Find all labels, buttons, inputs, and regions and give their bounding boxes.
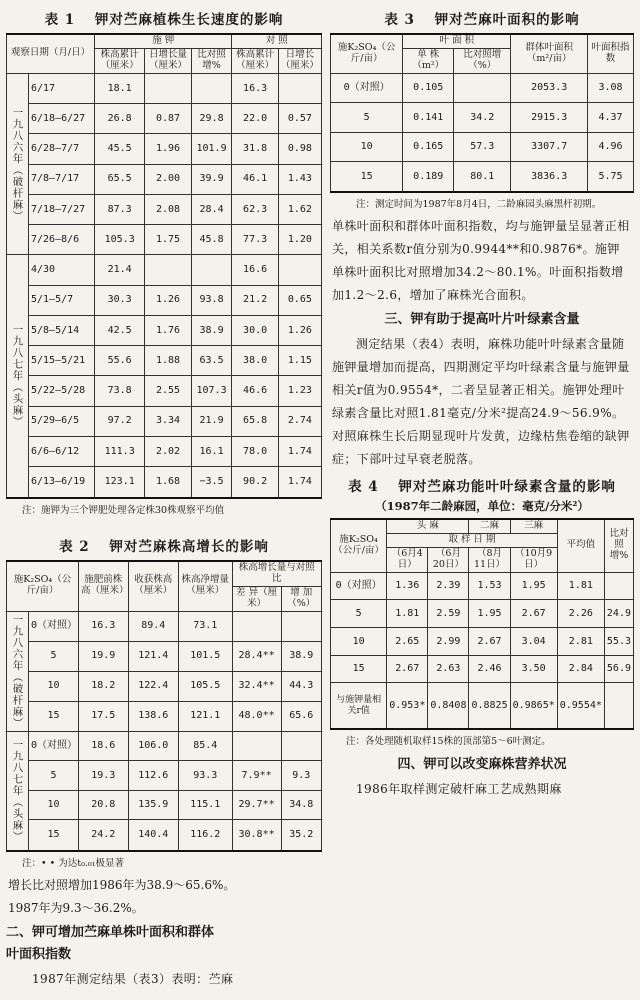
- table-cell: 107.3: [191, 376, 232, 406]
- table-cell: 105.3: [95, 225, 145, 255]
- table-cell: 5.75: [588, 162, 634, 192]
- table3-head-treat: 施K₂SO₄（公斤/亩）: [331, 34, 403, 73]
- table-cell: 15: [331, 655, 387, 683]
- table2-body-1987: [7, 731, 322, 850]
- table-cell: 16.3: [232, 73, 278, 103]
- table-cell: 48.0**: [232, 701, 281, 731]
- table-cell: 93.3: [178, 761, 232, 791]
- table-cell: [232, 611, 281, 641]
- table-cell: 21.4: [95, 255, 145, 285]
- table3-head-ratio: 比对照增（%）: [454, 48, 511, 73]
- table1-head-group-ck: 对 照: [232, 34, 322, 48]
- table4-head-treat: 施K₂SO₄（公斤/亩）: [331, 519, 387, 572]
- table4-note: 注：各处理随机取样15株的顶部第5～6叶测定。: [346, 736, 551, 747]
- table-cell: 16.1: [191, 436, 232, 466]
- table-cell: 2.67: [510, 600, 557, 628]
- table-cell: 73.8: [95, 376, 145, 406]
- table-row: [331, 103, 634, 132]
- table4-head-d2: （6月20日）: [428, 547, 469, 572]
- table-cell: 24.9: [604, 600, 633, 628]
- table-cell: 1.74: [278, 467, 321, 498]
- left-text-line2: 1987年为9.3～36.2%。: [8, 900, 144, 915]
- table-cell: 2.84: [557, 655, 604, 683]
- table-cell: 0（对照）: [29, 731, 79, 761]
- table-cell: 2.26: [557, 600, 604, 628]
- table3-head-index: 叶面积指 数: [588, 34, 634, 73]
- table-cell: 65.5: [95, 164, 145, 194]
- table-cell: 6/13—6/19: [29, 467, 95, 498]
- table-cell: 0.165: [403, 132, 454, 161]
- table1-head-group-k: 施 钾: [95, 34, 232, 48]
- table1-head-cum: 株高累计（厘米）: [95, 48, 145, 73]
- table1-head-period: 观察日期（月/日）: [7, 34, 95, 73]
- table-cell: 32.4**: [232, 671, 281, 701]
- table-cell: 1.53: [469, 572, 510, 600]
- table-cell: 2.00: [145, 164, 191, 194]
- table-cell: [604, 572, 633, 600]
- right-text-p2: 测定结果（表4）表明，麻株功能叶叶绿素含量随施钾量增加而提高，四期测定平均叶绿素含量与施钾量相关r值为0.9554*，二者呈显著正相关。施钾处理叶绿素含量比对照1.81毫克/分米²提高24.9～56.9%。对照麻株生长后期显现叶片发黄，边缘枯焦卷缩的缺钾症；下部叶过早衰老脱落。: [332, 337, 630, 466]
- table-cell: 29.8: [191, 104, 232, 134]
- table-row: [7, 134, 322, 164]
- right-bottom-line: 1986年取样测定破杆麻工艺成熟期麻: [356, 782, 562, 796]
- table-cell: 1.23: [278, 376, 321, 406]
- table1-title: 表 1 钾对苎麻植株生长速度的影响: [44, 12, 284, 28]
- table-cell: 97.2: [95, 406, 145, 436]
- table-cell: [454, 73, 511, 102]
- table-cell: 65.8: [232, 406, 278, 436]
- table4-head-head: 头 麻: [387, 519, 469, 533]
- table2-note: 注：• • 为达t₀.₀₁极显著: [22, 857, 125, 869]
- table-cell: 1.15: [278, 346, 321, 376]
- table-cell: 2.67: [387, 655, 428, 683]
- table-cell: 89.4: [128, 611, 178, 641]
- table-cell: 0.141: [403, 103, 454, 132]
- table-cell: 122.4: [128, 671, 178, 701]
- table2-head-diff: 差 异（厘米）: [232, 586, 281, 611]
- table2-head-inc: 增 加（%）: [281, 586, 321, 611]
- table-cell: 0.98: [278, 134, 321, 164]
- table-cell: 5/15—5/21: [29, 346, 95, 376]
- table-row: [7, 315, 322, 345]
- table-row: [331, 132, 634, 161]
- table-cell: 5: [331, 600, 387, 628]
- table-row: [7, 790, 322, 820]
- table-cell: 77.3: [232, 225, 278, 255]
- table-cell: 2.63: [428, 655, 469, 683]
- table-cell: 0（对照）: [331, 73, 403, 102]
- table-row: [7, 641, 322, 671]
- table-cell: 1.62: [278, 194, 321, 224]
- table-row: [331, 628, 634, 656]
- table-cell: 24.2: [79, 820, 129, 851]
- table-cell: 1.68: [145, 467, 191, 498]
- table-cell: 140.4: [128, 820, 178, 851]
- table-row: [331, 73, 634, 102]
- table-cell: [604, 683, 633, 729]
- table-cell: 73.1: [178, 611, 232, 641]
- table-cell: 4.96: [588, 132, 634, 161]
- table-row: [7, 731, 322, 761]
- table-cell: 1.26: [145, 285, 191, 315]
- table-cell: 0.9865*: [510, 683, 557, 729]
- table-cell: 42.5: [95, 315, 145, 345]
- table-cell: 5/8—5/14: [29, 315, 95, 345]
- table-cell: 135.9: [128, 790, 178, 820]
- table-cell: 0.8825: [469, 683, 510, 729]
- table-cell: 10: [331, 132, 403, 161]
- table4-subtitle: （1987年二龄麻园，单位：毫克/分米²）: [375, 499, 589, 513]
- table-row: [7, 255, 322, 285]
- table-row: [7, 671, 322, 701]
- table-cell: 106.0: [128, 731, 178, 761]
- table-cell: 5/29—6/5: [29, 406, 95, 436]
- table-cell: 56.9: [604, 655, 633, 683]
- table-cell: 29.7**: [232, 790, 281, 820]
- table-cell: 2.46: [469, 655, 510, 683]
- table-cell: [278, 73, 321, 103]
- table2-head-treat: 施K₂SO₄（公斤/亩）: [7, 561, 79, 611]
- table-cell: 9.3: [281, 761, 321, 791]
- table3-note: 注：测定时间为1987年8月4日，二龄麻园头麻黑杆初期。: [356, 199, 602, 210]
- table-cell: 2.55: [145, 376, 191, 406]
- table4-corr-label: 与施钾量相关r值: [331, 683, 387, 729]
- table-cell: 101.9: [191, 134, 232, 164]
- table-cell: 1.76: [145, 315, 191, 345]
- table-cell: 10: [331, 628, 387, 656]
- table-cell: 15: [331, 162, 403, 192]
- table-cell: 15: [29, 820, 79, 851]
- table-cell: 39.9: [191, 164, 232, 194]
- table-cell: 85.4: [178, 731, 232, 761]
- table-cell: 1.20: [278, 225, 321, 255]
- section3-heading: 三、钾有助于提高叶片叶绿素含量: [384, 312, 580, 327]
- table-cell: 90.2: [232, 467, 278, 498]
- table-cell: 6/28—7/7: [29, 134, 95, 164]
- table-cell: 112.6: [128, 761, 178, 791]
- table4-title: 表 4 钾对苎麻功能叶叶绿素含量的影响: [348, 479, 616, 495]
- table-cell: 30.3: [95, 285, 145, 315]
- table-cell: 65.6: [281, 701, 321, 731]
- table-cell: 2.39: [428, 572, 469, 600]
- table-cell: 2.65: [387, 628, 428, 656]
- table-cell: 2.67: [469, 628, 510, 656]
- table3-head-area: 叶 面 积: [403, 34, 511, 48]
- table-cell: 2053.3: [511, 73, 588, 102]
- table-cell: 26.8: [95, 104, 145, 134]
- table-cell: 16.6: [232, 255, 278, 285]
- table-cell: 2.59: [428, 600, 469, 628]
- table-cell: 5: [331, 103, 403, 132]
- table-cell: 1.81: [557, 572, 604, 600]
- table-cell: 10: [29, 671, 79, 701]
- table-cell: 28.4: [191, 194, 232, 224]
- table-cell: 1.75: [145, 225, 191, 255]
- table-row: [7, 194, 322, 224]
- left-text-line1: 增长比对照增加1986年为38.9～65.6%。: [8, 877, 236, 892]
- table-cell: 44.3: [281, 671, 321, 701]
- table-cell: 2.99: [428, 628, 469, 656]
- table4-head-avg: 平均值: [557, 519, 604, 572]
- table-cell: 121.4: [128, 641, 178, 671]
- table-cell: 38.9: [191, 315, 232, 345]
- right-text-p1: 单株叶面积和群体叶面积指数，均与施钾量呈显著正相关，相关系数r值分别为0.9944**和0.9876*。施钾单株叶面积比对照增加34.2～80.1%。叶面积指数增加1.2～2.6，增加了麻株光合面积。: [332, 219, 630, 302]
- table-cell: 93.8: [191, 285, 232, 315]
- table4-head-sample-date: 取 样 日 期: [387, 533, 558, 547]
- table-cell: 3.34: [145, 406, 191, 436]
- table1-head-ck-cum: 株高累计（厘米）: [232, 48, 278, 73]
- table-cell: 3.08: [588, 73, 634, 102]
- table-row: [331, 655, 634, 683]
- table1-1986-year-label: 一九八六年（破杆麻）: [7, 73, 29, 255]
- table-cell: 5: [29, 641, 79, 671]
- table-cell: 1.43: [278, 164, 321, 194]
- table-cell: 55.6: [95, 346, 145, 376]
- table-cell: 2.74: [278, 406, 321, 436]
- table-row: [7, 436, 322, 466]
- table-cell: 22.0: [232, 104, 278, 134]
- table-cell: 0.9554*: [557, 683, 604, 729]
- table-cell: 111.3: [95, 436, 145, 466]
- table-cell: 3.50: [510, 655, 557, 683]
- table-row: [7, 376, 322, 406]
- table4: [330, 518, 634, 730]
- table-cell: 6/18—6/27: [29, 104, 95, 134]
- table-cell: 1.81: [387, 600, 428, 628]
- table-cell: 17.5: [79, 701, 129, 731]
- table-cell: 18.1: [95, 73, 145, 103]
- table-cell: 15: [29, 701, 79, 731]
- table-cell: 4.37: [588, 103, 634, 132]
- table-cell: 30.8**: [232, 820, 281, 851]
- table-cell: 121.1: [178, 701, 232, 731]
- table-cell: 46.6: [232, 376, 278, 406]
- table4-head-d1: （6月4日）: [387, 547, 428, 572]
- table2-1986-year-label: 一九八六年（破杆麻）: [7, 611, 29, 731]
- table3: [330, 33, 634, 193]
- table-cell: 3836.3: [511, 162, 588, 192]
- table-cell: 1.26: [278, 315, 321, 345]
- table-row: [7, 820, 322, 851]
- table-cell: 87.3: [95, 194, 145, 224]
- table4-head-d3: （8月11日）: [469, 547, 510, 572]
- section2-heading: 二、钾可增加苎麻单株叶面积和群体 叶面积指数: [6, 924, 215, 962]
- right-column: [330, 0, 634, 801]
- table-cell: −3.5: [191, 467, 232, 498]
- table-cell: 10: [29, 790, 79, 820]
- table2-head-harvest: 收获株高（厘米）: [128, 561, 178, 611]
- table2-body-1986: [7, 611, 322, 731]
- table1-head-ratio: 比对照增%: [191, 48, 232, 73]
- table-cell: 38.9: [281, 641, 321, 671]
- section4-heading: 四、钾可以改变麻株营养状况: [397, 757, 567, 772]
- table4-head-d4: （10月9日）: [510, 547, 557, 572]
- table-row: [7, 761, 322, 791]
- table-cell: 18.6: [79, 731, 129, 761]
- table-row: [7, 346, 322, 376]
- table-cell: 7/18—7/27: [29, 194, 95, 224]
- table-cell: 57.3: [454, 132, 511, 161]
- table-cell: 2.81: [557, 628, 604, 656]
- table-cell: 3.04: [510, 628, 557, 656]
- table-cell: 4/30: [29, 255, 95, 285]
- table-cell: 0（对照）: [29, 611, 79, 641]
- table1: [6, 33, 322, 499]
- table-cell: 6/17: [29, 73, 95, 103]
- table-cell: 115.1: [178, 790, 232, 820]
- table-cell: 123.1: [95, 467, 145, 498]
- table1-note: 注：施钾为三个钾肥处理各定株30株观察平均值: [22, 505, 225, 516]
- table-cell: 138.6: [128, 701, 178, 731]
- table-cell: 46.1: [232, 164, 278, 194]
- table-cell: 31.8: [232, 134, 278, 164]
- table-cell: 38.0: [232, 346, 278, 376]
- table3-title: 表 3 钾对苎麻叶面积的影响: [384, 12, 580, 28]
- table-row: [7, 406, 322, 436]
- table-row: [7, 104, 322, 134]
- table-cell: 19.3: [79, 761, 129, 791]
- table-cell: 16.3: [79, 611, 129, 641]
- table-cell: 0.105: [403, 73, 454, 102]
- table-cell: 2.08: [145, 194, 191, 224]
- table4-head-ratio: 比对照增%: [604, 519, 633, 572]
- table-cell: 1.74: [278, 436, 321, 466]
- table-cell: 20.8: [79, 790, 129, 820]
- table-row: [7, 701, 322, 731]
- table-cell: 62.3: [232, 194, 278, 224]
- table-cell: 1.88: [145, 346, 191, 376]
- table-row: [331, 162, 634, 192]
- table2-title: 表 2 钾对苎麻株高增长的影响: [59, 539, 269, 555]
- left-column: [6, 0, 322, 991]
- table2: [6, 560, 322, 852]
- table-cell: [281, 731, 321, 761]
- table-cell: 1.95: [469, 600, 510, 628]
- table-cell: [281, 611, 321, 641]
- table-cell: 0.8408: [428, 683, 469, 729]
- table-row: [7, 285, 322, 315]
- table-cell: 1.96: [145, 134, 191, 164]
- table-cell: 5/1—5/7: [29, 285, 95, 315]
- table-cell: 0.57: [278, 104, 321, 134]
- table-cell: 34.8: [281, 790, 321, 820]
- table-cell: 6/6—6/12: [29, 436, 95, 466]
- table-cell: 0（对照）: [331, 572, 387, 600]
- table1-head-ck-inc: 日增长（厘米）: [278, 48, 321, 73]
- table-cell: [145, 73, 191, 103]
- table3-head-unit: 单 株（m²）: [403, 48, 454, 73]
- table2-head-vs: 株高增长量与对照比: [232, 561, 321, 586]
- left-text-line3: 1987年测定结果（表3）表明：苎麻: [32, 971, 234, 986]
- table-cell: 28.4**: [232, 641, 281, 671]
- table-cell: 5: [29, 761, 79, 791]
- table-cell: 5/22—5/28: [29, 376, 95, 406]
- table-row: [331, 600, 634, 628]
- table-cell: 78.0: [232, 436, 278, 466]
- table-row: [7, 467, 322, 498]
- table-cell: 1.95: [510, 572, 557, 600]
- table-cell: 3307.7: [511, 132, 588, 161]
- table-cell: 2.02: [145, 436, 191, 466]
- table-cell: 30.0: [232, 315, 278, 345]
- table-cell: 116.2: [178, 820, 232, 851]
- table-cell: 2915.3: [511, 103, 588, 132]
- table-cell: 7/8—7/17: [29, 164, 95, 194]
- table4-corr-row: [331, 683, 634, 729]
- table-cell: [145, 255, 191, 285]
- table-row: [7, 225, 322, 255]
- table-row: [7, 164, 322, 194]
- table-row: [7, 611, 322, 641]
- table-row: [331, 572, 634, 600]
- table-cell: 45.8: [191, 225, 232, 255]
- table3-head-group: 群体叶面积（m²/亩）: [511, 34, 588, 73]
- table1-1987-year-label: 一九八七年（头麻）: [7, 255, 29, 498]
- table-cell: 1.36: [387, 572, 428, 600]
- table1-body-1987: [7, 255, 322, 498]
- table-cell: 0.87: [145, 104, 191, 134]
- table-cell: 45.5: [95, 134, 145, 164]
- table-cell: 0.189: [403, 162, 454, 192]
- table-row: [7, 73, 322, 103]
- table-cell: 80.1: [454, 162, 511, 192]
- table-cell: 7/26—8/6: [29, 225, 95, 255]
- table-cell: 21.9: [191, 406, 232, 436]
- table-cell: 21.2: [232, 285, 278, 315]
- table2-1987-year-label: 一九八七年（头麻）: [7, 731, 29, 850]
- table-cell: 18.2: [79, 671, 129, 701]
- table-cell: [278, 255, 321, 285]
- table-cell: [191, 255, 232, 285]
- table-cell: [191, 73, 232, 103]
- table-cell: 7.9**: [232, 761, 281, 791]
- table-cell: 0.953*: [387, 683, 428, 729]
- table-cell: 35.2: [281, 820, 321, 851]
- table-cell: 0.65: [278, 285, 321, 315]
- table2-head-pre: 施肥前株高（厘米）: [79, 561, 129, 611]
- table1-head-inc: 日增长量（厘米）: [145, 48, 191, 73]
- table-cell: 105.5: [178, 671, 232, 701]
- table2-head-net: 株高净增量（厘米）: [178, 561, 232, 611]
- table4-head-second: 二麻: [469, 519, 510, 533]
- table-cell: 63.5: [191, 346, 232, 376]
- table1-body-1986: [7, 73, 322, 255]
- table-cell: 55.3: [604, 628, 633, 656]
- table4-head-third: 三麻: [510, 519, 557, 533]
- table-cell: 19.9: [79, 641, 129, 671]
- table3-body: [331, 73, 634, 192]
- table-cell: 34.2: [454, 103, 511, 132]
- table-cell: 101.5: [178, 641, 232, 671]
- table4-body: [331, 572, 634, 729]
- table-cell: [232, 731, 281, 761]
